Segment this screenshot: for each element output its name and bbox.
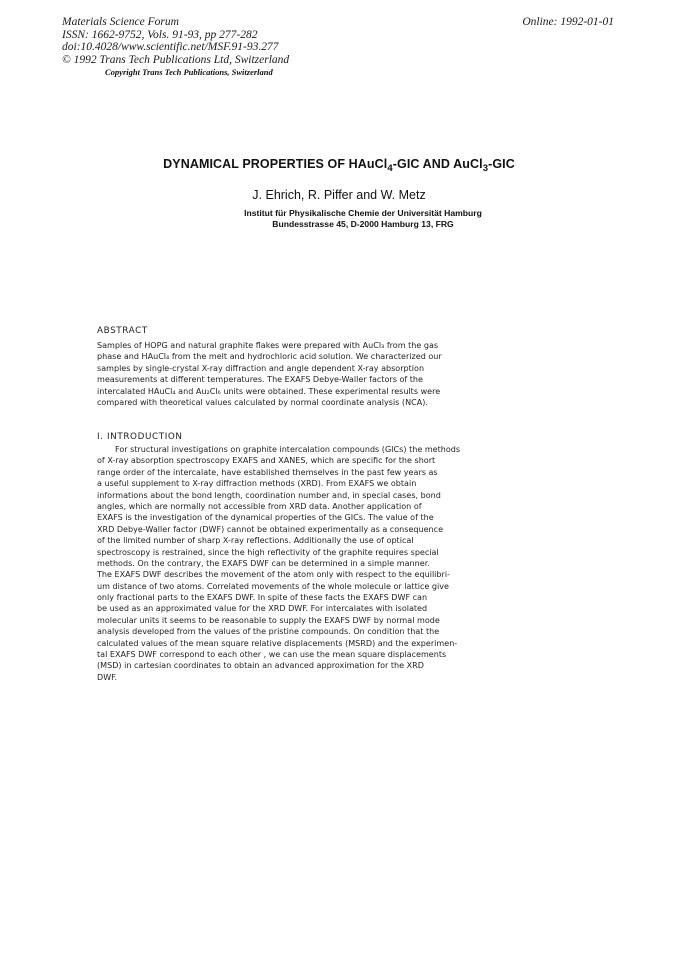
journal-name: Materials Science Forum xyxy=(62,16,179,28)
introduction-line: of the limited number of sharp X-ray reflections. Additionally the use of optical xyxy=(97,536,414,546)
introduction-heading: I. INTRODUCTION xyxy=(97,432,183,442)
copyright-note: Copyright Trans Tech Publications, Switzerland xyxy=(105,67,273,77)
journal-header xyxy=(62,16,462,66)
abstract-heading: ABSTRACT xyxy=(97,326,148,336)
introduction-line: methods. On the contrary, the EXAFS DWF can be determined in a simple manner. xyxy=(97,558,430,568)
abstract-line: Samples of HOPG and natural graphite flakes were prepared with AuCl₃ from the gas xyxy=(97,341,439,350)
affiliation-line-2: Bundesstrasse 45, D-2000 Hamburg 13, FRG xyxy=(272,219,454,229)
introduction-body xyxy=(97,444,580,683)
introduction-line: For structural investigations on graphite intercalation compounds (GICs) the methods xyxy=(115,445,461,454)
doi-link[interactable]: doi:10.4028/www.scientific.net/MSF.91-93.277 xyxy=(62,41,279,53)
introduction-line: spectroscopy is restrained, since the high reflectivity of the graphite requires special xyxy=(97,547,439,557)
online-date: Online: 1992-01-01 xyxy=(522,16,614,28)
introduction-line: only fractional parts to the EXAFS DWF. In spite of these facts the EXAFS DWF can xyxy=(97,593,428,603)
introduction-line: um distance of two atoms. Correlated movements of the whole molecule or lattice give xyxy=(97,581,449,591)
introduction-line: DWF. xyxy=(97,672,118,682)
introduction-line: a useful supplement to X-ray diffraction methods (XRD). From EXAFS we obtain xyxy=(97,479,417,489)
introduction-line: molecular units it seems to be reasonable to supply the EXAFS DWF by normal mode xyxy=(97,615,440,625)
abstract-line: measurements at different temperatures. The EXAFS Debye-Waller factors of the xyxy=(97,375,423,385)
copyright-line: © 1992 Trans Tech Publications Ltd, Switzerland xyxy=(62,53,290,66)
introduction-line: be used as an approximated value for the XRD DWF. For intercalates with isolated xyxy=(97,604,428,614)
title-part-2: -GIC AND AuCl xyxy=(392,157,483,171)
paper-title xyxy=(0,157,678,174)
introduction-line: of X-ray absorption spectroscopy EXAFS and XANES, which are specific for the short xyxy=(97,456,436,466)
introduction-line: XRD Debye-Waller factor (DWF) cannot be obtained experimentally as a consequence xyxy=(97,524,444,534)
introduction-line: analysis developed from the values of the pristine compounds. On condition that the xyxy=(97,627,440,637)
title-subscript-1: 4 xyxy=(387,163,393,174)
introduction-line: range order of the intercalate, have established themselves in the past few years as xyxy=(97,467,438,477)
abstract-body xyxy=(97,340,580,408)
introduction-line: angles, which are normally not accessible from XRD data. Another application of xyxy=(97,501,422,511)
introduction-line: tal EXAFS DWF correspond to each other , we can use the mean square displacements xyxy=(97,650,447,660)
introduction-line: The EXAFS DWF describes the movement of the atom only with respect to the equilibri- xyxy=(97,570,450,580)
affiliation xyxy=(0,208,678,230)
introduction-line: calculated values of the mean square relative displacements (MSRD) and the experimen- xyxy=(97,638,458,648)
abstract-line: phase and HAuCl₄ from the melt and hydrochloric acid solution. We characterized our xyxy=(97,352,442,362)
title-subscript-2: 3 xyxy=(482,163,489,174)
authors: J. Ehrich, R. Piffer and W. Metz xyxy=(252,188,426,202)
affiliation-line-1: Institut für Physikalische Chemie der Universität Hamburg xyxy=(244,208,482,218)
issn-line: ISSN: 1662-9752, Vols. 91-93, pp 277-282 xyxy=(62,28,258,41)
introduction-line: informations about the bond length, coordination number and, in special cases, bond xyxy=(97,490,441,500)
title-part-1: DYNAMICAL PROPERTIES OF HAuCl xyxy=(163,157,388,171)
abstract-line: samples by single-crystal X-ray diffraction and angle dependent X-ray absorption xyxy=(97,363,425,373)
introduction-line: (MSD) in cartesian coordinates to obtain an advanced approximation for the XRD xyxy=(97,661,424,671)
abstract-line: compared with theoretical values calculated by normal coordinate analysis (NCA). xyxy=(97,397,428,407)
introduction-line: EXAFS is the investigation of the dynamical properties of the GICs. The value of the xyxy=(97,513,434,523)
title-part-3: -GIC xyxy=(488,157,515,171)
abstract-line: intercalated HAuCl₄ and Au₂Cl₆ units were obtained. These experimental results were xyxy=(97,386,441,396)
